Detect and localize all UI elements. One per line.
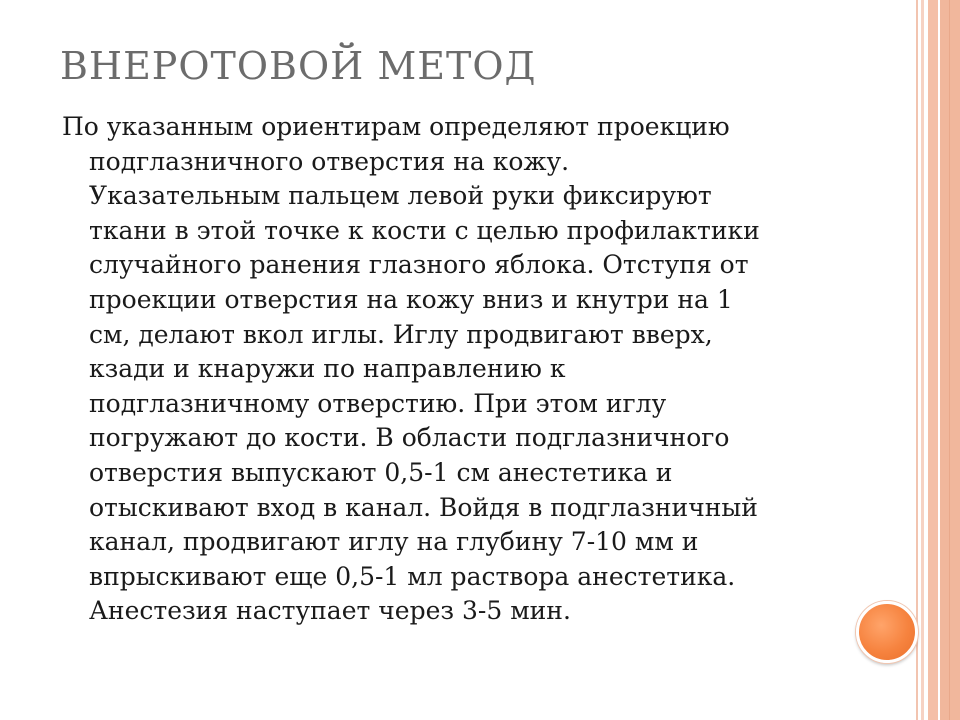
text-line: отыскивают вход в канал. Войдя в подглазничный xyxy=(89,492,758,522)
text-line: Анестезия наступает через 3-5 мин. xyxy=(89,596,571,626)
orange-circle-ornament xyxy=(856,601,918,663)
text-line: канал, продвигают иглу на глубину 7-10 мм и xyxy=(89,527,699,557)
decorative-stripe xyxy=(940,0,960,720)
text-line: погружают до кости. В области подглазничного xyxy=(89,423,730,453)
text-line: см, делают вкол иглы. Иглу продвигают вверх, xyxy=(89,319,713,349)
decorative-stripe xyxy=(916,0,918,720)
decorative-stripe xyxy=(921,0,924,720)
text-line: кзади и кнаружи по направлению к xyxy=(89,354,566,384)
text-line: Указательным пальцем левой руки фиксируют xyxy=(89,181,712,211)
text-line: ткани в этой точке к кости с целью профилактики xyxy=(89,215,760,245)
text-line: отверстия выпускают 0,5-1 см анестетика и xyxy=(89,457,673,487)
text-line: По указанным ориентирам определяют проекцию xyxy=(62,112,730,141)
text-line: подглазничному отверстию. При этом иглу xyxy=(89,388,667,418)
text-line: случайного ранения глазного яблока. Отступя от xyxy=(89,250,749,280)
decorative-stripe xyxy=(928,0,938,720)
text-line: проекции отверстия на кожу вниз и кнутри на 1 xyxy=(89,284,733,314)
slide-title: ВНЕРОТОВОЙ МЕТОД xyxy=(60,44,537,88)
slide-body-text xyxy=(62,110,842,629)
text-line: подглазничного отверстия на кожу. xyxy=(89,146,570,176)
decorative-stripe xyxy=(949,0,950,720)
text-line: впрыскивают еще 0,5-1 мл раствора анестетика. xyxy=(89,561,736,591)
